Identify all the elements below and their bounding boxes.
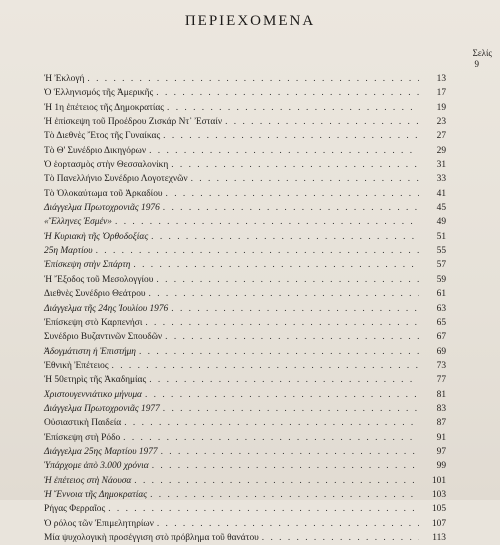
dot-leader: [123, 431, 419, 445]
toc-entry-page-number: 65: [436, 317, 446, 328]
dot-leader: [165, 330, 419, 344]
toc-entry-title: «Ἕλληνες Ἐσμέν»: [44, 217, 112, 228]
toc-entry: [44, 172, 446, 186]
toc-entry-title: Ἡ ἐπίσκεψη τοῦ Προέδρου Ζισκάρ Ντ᾽ Ἐσταίν: [44, 117, 223, 128]
toc-entry: [44, 287, 446, 301]
toc-entry-title: Διάγγελμα τῆς 24ης Ἰουλίου 1976: [44, 303, 169, 314]
toc-entry: [44, 316, 446, 330]
toc-entry-title: Ἐθνικὴ Ἐπέτειος: [44, 360, 109, 371]
page-title: ΠΕΡΙΕΧΟΜΕΝΑ: [184, 13, 316, 29]
toc-entry-title: Διάγγελμα 25ης Μαρτίου 1977: [44, 446, 158, 457]
toc-entry: [44, 459, 446, 473]
dot-leader: [191, 172, 419, 186]
toc-entry-title: Συνέδριο Βυζαντινῶν Σπουδῶν: [44, 332, 163, 343]
toc-entry-page-number: 107: [431, 518, 446, 529]
dot-leader: [225, 115, 419, 129]
toc-entry: [44, 431, 446, 445]
toc-entry: [44, 187, 446, 201]
toc-entry-title: Ἀδογμάτιστη ἡ Ἐπιστήμη: [44, 346, 136, 357]
toc-entry: [44, 445, 446, 459]
toc-entry-title: Ἡ Ἐκλογή: [44, 74, 85, 84]
toc-entry: [44, 373, 446, 387]
toc-entry-title: Ἐπίσκεψη στὴν Σπάρτη: [44, 260, 131, 271]
toc-entry: [44, 230, 446, 244]
toc-entry-title: 25η Μαρτίου: [44, 246, 93, 257]
toc-entry-title: Ὁ Ἑλληνισμός τῆς Ἀμερικῆς: [44, 88, 154, 99]
toc-entry-title: Διεθνὲς Συνέδριο Θεάτρου: [44, 289, 146, 300]
toc-entry-page-number: 67: [436, 332, 446, 343]
toc-entry-title: Ἡ Κυριακὴ τῆς Ὀρθοδοξίας: [44, 231, 149, 242]
toc-entry: [44, 273, 446, 287]
dot-leader: [161, 445, 419, 459]
toc-entry: [44, 330, 446, 344]
toc-entry-title: Τὸ Θ' Συνέδριο Δικηγόρων: [44, 145, 147, 156]
table-of-contents: [44, 72, 446, 545]
dot-leader: [163, 129, 419, 143]
toc-entry-page-number: 51: [436, 231, 446, 242]
dot-leader: [171, 158, 419, 172]
dot-leader: [156, 86, 419, 100]
dot-leader: [163, 402, 419, 416]
toc-entry: [44, 258, 446, 272]
dot-leader: [163, 201, 419, 215]
dot-leader: [149, 287, 419, 301]
toc-entry-page-number: 63: [436, 303, 446, 314]
toc-entry-page-number: 103: [431, 489, 446, 500]
dot-leader: [152, 459, 419, 473]
dot-leader: [150, 488, 419, 502]
dot-leader: [96, 244, 419, 258]
toc-entry-page-number: 55: [436, 246, 446, 257]
toc-entry-page-number: 23: [436, 117, 446, 128]
toc-entry-title: Τὸ Διεθνὲς Ἔτος τῆς Γυναίκας: [44, 131, 161, 142]
toc-entry: [44, 72, 446, 86]
toc-entry: [44, 388, 446, 402]
toc-entry-page-number: 105: [431, 504, 446, 515]
toc-entry-page-number: 61: [436, 289, 446, 300]
toc-entry: [44, 402, 446, 416]
toc-entry-title: Ἡ Ἔννοια τῆς Δημοκρατίας: [44, 489, 148, 500]
toc-entry-title: Ἐπίσκεψη στὴ Ρόδο: [44, 432, 121, 443]
toc-entry: [44, 158, 446, 172]
toc-entry-title: Μία ψυχολογικὴ προσέγγιση στὸ πρόβλημα τοῦ θανάτου: [44, 533, 259, 543]
dot-leader: [157, 517, 419, 531]
toc-entry-page-number: 29: [436, 145, 446, 156]
toc-entry: [44, 531, 446, 545]
dot-leader: [151, 230, 419, 244]
toc-entry-page-number: 41: [436, 188, 446, 199]
toc-entry: [44, 517, 446, 531]
toc-entry-page-number: 49: [436, 217, 446, 228]
toc-entry-page-number: 59: [436, 274, 446, 285]
toc-entry-title: Ρήγας Φερραῖος: [44, 504, 106, 515]
toc-entry-title: Τὸ Πανελλήνιο Συνέδριο Λογοτεχνῶν: [44, 174, 188, 185]
dot-leader: [112, 359, 419, 373]
toc-entry-page-number: 83: [436, 403, 446, 414]
toc-entry-title: Ὁ ἑορτασμὸς στὴν Θεσσαλονίκη: [44, 160, 169, 171]
toc-entry-page-number: 113: [432, 533, 446, 543]
toc-entry-page-number: 31: [436, 160, 446, 171]
toc-entry-page-number: 33: [436, 174, 446, 185]
toc-entry-page-number: 91: [436, 432, 446, 443]
toc-entry: [44, 474, 446, 488]
toc-entry-title: Διάγγελμα Πρωτοχρονιᾶς 1977: [44, 403, 160, 414]
dot-leader: [134, 474, 419, 488]
dot-leader: [149, 373, 419, 387]
toc-entry-page-number: 57: [436, 260, 446, 271]
toc-entry-title: Οὐσιαστικὴ Παιδεία: [44, 418, 122, 429]
dot-leader: [115, 215, 419, 229]
toc-entry-title: Διάγγελμα Πρωτοχρονιᾶς 1976: [44, 203, 160, 214]
toc-entry: [44, 302, 446, 316]
toc-entry-title: Τὸ Ὁλοκαύτωμα τοῦ Ἀρκαδίου: [44, 188, 163, 199]
toc-entry-page-number: 17: [436, 88, 446, 99]
toc-entry: [44, 215, 446, 229]
dot-leader: [262, 531, 419, 545]
first-page-number: 9: [474, 59, 479, 69]
toc-entry-page-number: 73: [436, 360, 446, 371]
toc-entry-page-number: 45: [436, 203, 446, 214]
toc-entry-page-number: 27: [436, 131, 446, 142]
toc-entry: [44, 488, 446, 502]
toc-entry-page-number: 99: [436, 461, 446, 472]
toc-entry-title: Ὁ ρόλος τῶν Ἐπιμελητηρίων: [44, 518, 154, 529]
toc-entry: [44, 86, 446, 100]
dot-leader: [145, 388, 419, 402]
dot-leader: [166, 187, 419, 201]
toc-entry: [44, 201, 446, 215]
dot-leader: [133, 258, 419, 272]
dot-leader: [171, 302, 419, 316]
toc-entry-title: Ἡ 50ετηρὶς τῆς Ἀκαδημίας: [44, 375, 147, 386]
toc-entry: [44, 416, 446, 430]
dot-leader: [145, 316, 419, 330]
toc-entry-page-number: 13: [436, 74, 446, 84]
dot-leader: [139, 345, 419, 359]
toc-entry-title: Χριστουγεννιάτικο μήνυμα: [44, 389, 142, 400]
toc-entry-title: Ἐπίσκεψη στὸ Καρπενήσι: [44, 317, 143, 328]
dot-leader: [149, 144, 419, 158]
dot-leader: [156, 273, 419, 287]
toc-entry-page-number: 97: [436, 446, 446, 457]
toc-entry-title: Ἡ 1η ἐπέτειος τῆς Δημοκρατίας: [44, 102, 164, 113]
toc-entry-page-number: 81: [436, 389, 446, 400]
toc-entry: [44, 502, 446, 516]
toc-entry-title: Ἡ ἐπέτειος στὴ Νάουσα: [44, 475, 132, 486]
toc-entry-page-number: 69: [436, 346, 446, 357]
toc-entry-page-number: 87: [436, 418, 446, 429]
dot-leader: [167, 101, 419, 115]
dot-leader: [87, 72, 419, 86]
toc-entry: [44, 129, 446, 143]
dot-leader: [124, 416, 419, 430]
dot-leader: [108, 502, 419, 516]
toc-entry: [44, 115, 446, 129]
toc-entry-title: Ἡ Ἔξοδος τοῦ Μεσολογγίου: [44, 274, 154, 285]
toc-entry-title: Ὑπάρχομε ἀπὸ 3.000 χρόνια: [44, 461, 149, 472]
toc-entry: [44, 144, 446, 158]
toc-entry-page-number: 77: [436, 375, 446, 386]
toc-entry: [44, 244, 446, 258]
page-column-header: Σελίς: [472, 48, 492, 58]
toc-entry-page-number: 19: [436, 102, 446, 113]
toc-entry-page-number: 101: [431, 475, 446, 486]
toc-entry: [44, 345, 446, 359]
toc-entry: [44, 101, 446, 115]
toc-entry: [44, 359, 446, 373]
